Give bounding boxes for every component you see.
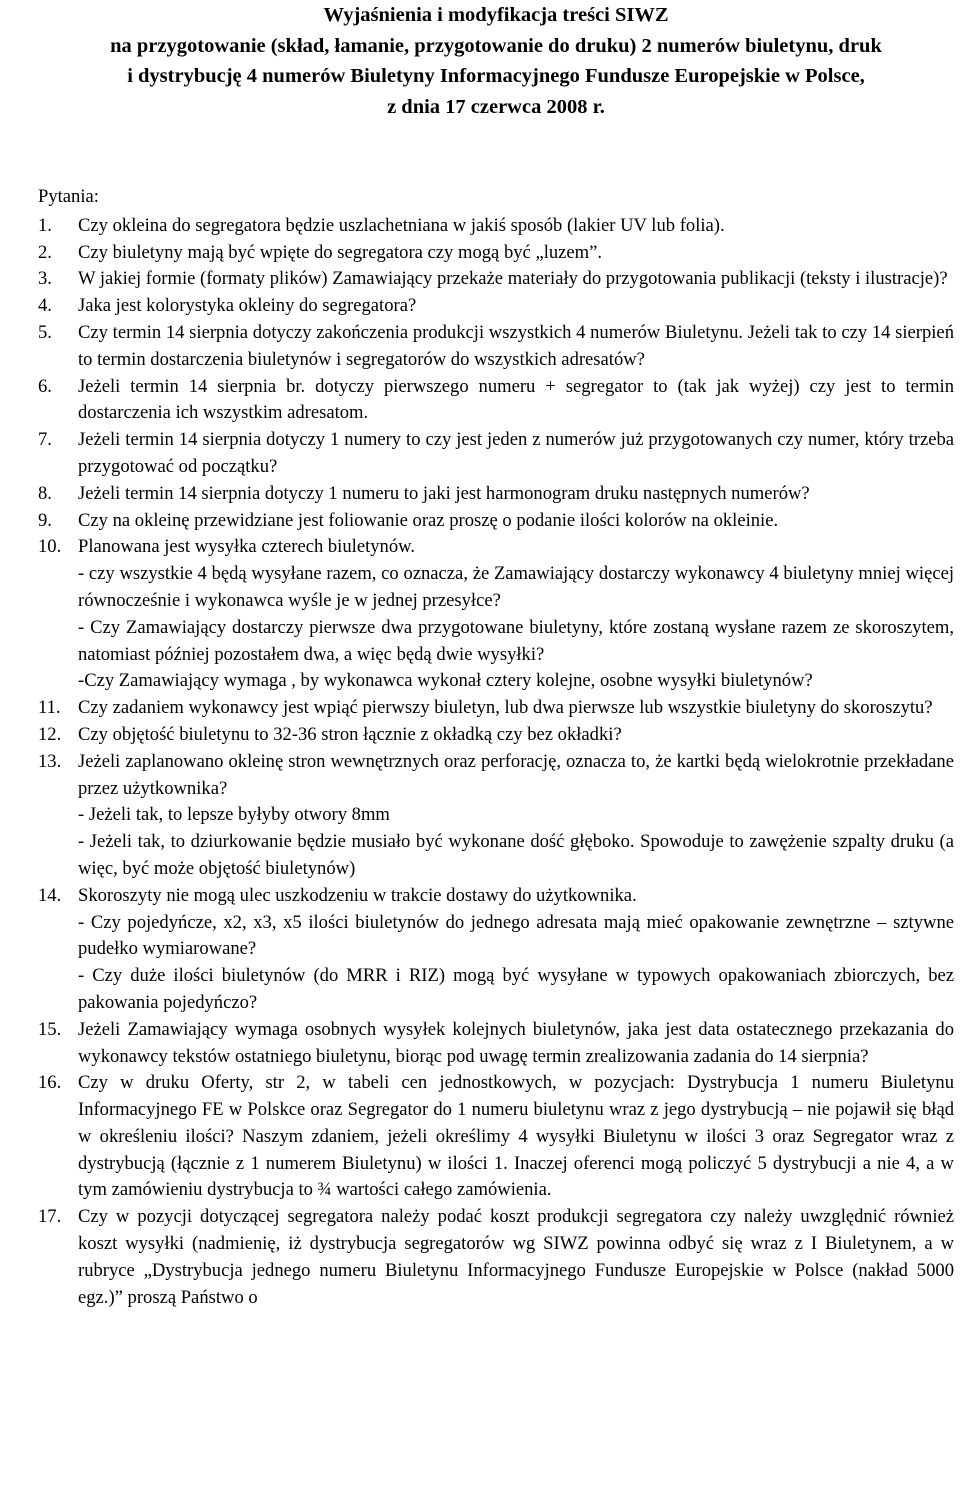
question-number: 10. <box>38 536 62 558</box>
question-number: 2. <box>38 241 52 263</box>
question-text: Czy objętość biuletynu to 32-36 stron łącznie z okładką czy bez okładki? <box>78 723 622 745</box>
question-text: Planowana jest wysyłka czterech biuletynów. <box>78 536 415 558</box>
question-number: 11. <box>38 697 61 719</box>
question-text: Czy na okleinę przewidziane jest foliowanie oraz proszę o podanie ilości kolorów na okleinie. <box>78 509 779 531</box>
title-line: na przygotowanie (skład, łamanie, przygotowanie do druku) 2 numerów biuletynu, druk <box>110 34 882 57</box>
question-item <box>38 213 954 240</box>
title-line: z dnia 17 czerwca 2008 r. <box>387 95 605 118</box>
question-item <box>38 427 954 481</box>
question-subpoint: - czy wszystkie 4 będą wysyłane razem, co oznacza, że Zamawiający dostarczy wykonawcy 4 biuletyny mniej więcej równocześnie i wykonawca wyśle je w jednej przesyłce? <box>78 563 954 611</box>
question-item <box>38 320 954 374</box>
question-item <box>38 534 954 695</box>
question-item <box>38 1204 954 1311</box>
question-item <box>38 481 954 508</box>
question-text: Czy okleina do segregatora będzie uszlachetniana w jakiś sposób (lakier UV lub folia). <box>78 214 725 236</box>
question-text: Jeżeli termin 14 sierpnia dotyczy 1 numery to czy jest jeden z numerów już przygotowanych czy numer, który trzeba przygotować od początku? <box>78 429 954 477</box>
question-text: Czy biuletyny mają być wpięte do segregatora czy mogą być „luzem”. <box>78 241 603 263</box>
question-text: W jakiej formie (formaty plików) Zamawiający przekaże materiały do przygotowania publikacji (teksty i ilustracje)? <box>78 268 948 290</box>
question-subpoint: - Jeżeli tak, to dziurkowanie będzie musiało być wykonane dość głęboko. Spowoduje to zawężenie szpalty druku (a więc, być może objętość biuletynów) <box>78 831 954 879</box>
question-text: Jeżeli termin 14 sierpnia dotyczy 1 numeru to jaki jest harmonogram druku następnych numerów? <box>78 482 810 504</box>
question-text: Jaka jest kolorystyka okleiny do segregatora? <box>78 295 417 317</box>
question-text: Czy w druku Oferty, str 2, w tabeli cen jednostkowych, w pozycjach: Dystrybucja 1 numeru Biuletynu Informacyjnego FE w Polskce oraz Segregator do 1 numeru biuletynu wraz z jego dystrybucją – nie pojawił się błąd w określeniu ilości? Naszym zdaniem, jeżeli określimy 4 wysyłki Biuletynu w ilości 3 oraz Segregator wraz z dystrybucją (łącznie z 1 numerem Biuletynu) w ilości 1. Inaczej oferenci mogą policzyć 5 dystrybucji a nie 4, a w tym zamówieniu dystrybucja to ¾ wartości całego zamówienia. <box>78 1072 954 1201</box>
questions-list <box>38 213 954 1312</box>
question-text: Czy w pozycji dotyczącej segregatora należy podać koszt produkcji segregatora czy należy uwzględnić również koszt wysyłki (nadmienię, iż dystrybucja segregatorów wg SIWZ powinna odbyć się wraz z I Biuletynem, a w rubryce „Dystrybucja jednego numeru Biuletynu Informacyjnego Fundusze Europejskie w Polsce (nakład 5000 egz.)” proszą Państwo o <box>78 1206 954 1308</box>
question-item <box>38 749 954 883</box>
question-text: Czy zadaniem wykonawcy jest wpiąć pierwszy biuletyn, lub dwa pierwsze lub wszystkie biuletyny do skoroszytu? <box>78 697 933 719</box>
question-text: Jeżeli termin 14 sierpnia br. dotyczy pierwszego numeru + segregator to (tak jak wyżej) czy jest to termin dostarczenia ich wszystkim adresatom. <box>78 375 954 424</box>
question-item <box>38 374 954 428</box>
question-number: 9. <box>38 509 52 531</box>
title-line: Wyjaśnienia i modyfikacja treści SIWZ <box>323 4 669 26</box>
question-item <box>38 883 954 1017</box>
title-line: i dystrybucję 4 numerów Biuletyny Informacyjnego Fundusze Europejskie w Polsce, <box>127 65 865 87</box>
question-number: 4. <box>38 295 52 317</box>
question-item <box>38 722 954 749</box>
question-item <box>38 1070 954 1204</box>
question-number: 6. <box>38 375 52 397</box>
question-item <box>38 1017 954 1071</box>
question-number: 14. <box>38 884 62 906</box>
question-number: 3. <box>38 268 52 290</box>
question-number: 7. <box>38 429 52 451</box>
question-item <box>38 266 954 293</box>
question-number: 17. <box>38 1206 62 1228</box>
question-item <box>38 695 954 722</box>
question-number: 8. <box>38 482 52 504</box>
question-number: 13. <box>38 750 62 772</box>
question-text: Czy termin 14 sierpnia dotyczy zakończenia produkcji wszystkich 4 numerów Biuletynu. Jeżeli tak to czy 14 sierpień to termin dostarczenia biuletynów i segregatorów do wszystkich adresatów? <box>78 321 954 370</box>
question-text: Skoroszyty nie mogą ulec uszkodzeniu w trakcie dostawy do użytkownika. <box>78 884 637 906</box>
question-subpoint: - Jeżeli tak, to lepsze byłyby otwory 8mm <box>78 804 390 826</box>
question-subpoint: - Czy duże ilości biuletynów (do MRR i RIZ) mogą być wysyłane w typowych opakowaniach zbiorczych, bez pakowania pojedyńczo? <box>78 965 954 1013</box>
document-title <box>38 0 954 122</box>
question-number: 1. <box>38 214 52 236</box>
question-number: 15. <box>38 1018 62 1040</box>
question-text: Jeżeli zaplanowano okleinę stron wewnętrznych oraz perforację, oznacza to, że kartki będą wielokrotnie przekładane przez użytkownika? <box>78 750 954 799</box>
question-item <box>38 240 954 267</box>
question-text: Jeżeli Zamawiający wymaga osobnych wysyłek kolejnych biuletynów, jaka jest data ostatecznego przekazania do wykonawcy tekstów ostatniego biuletynu, biorąc pod uwagę termin zrealizowania zadania do 14 sierpnia? <box>78 1018 954 1067</box>
question-number: 5. <box>38 321 52 343</box>
question-number: 12. <box>38 723 62 745</box>
section-label: Pytania: <box>38 186 99 207</box>
question-item <box>38 293 954 320</box>
question-subpoint: - Czy Zamawiający dostarczy pierwsze dwa przygotowane biuletyny, które zostaną wysłane razem ze skoroszytem, natomiast później pozostałem dwa, a więc będą dwie wysyłki? <box>78 616 954 665</box>
question-subpoint: - Czy pojedyńcze, x2, x3, x5 ilości biuletynów do jednego adresata mają mieć opakowanie zewnętrzne – sztywne pudełko wymiarowane? <box>78 911 954 960</box>
question-item <box>38 508 954 535</box>
question-subpoint: -Czy Zamawiający wymaga , by wykonawca wykonał cztery kolejne, osobne wysyłki biuletynów? <box>78 670 813 692</box>
question-number: 16. <box>38 1072 62 1094</box>
